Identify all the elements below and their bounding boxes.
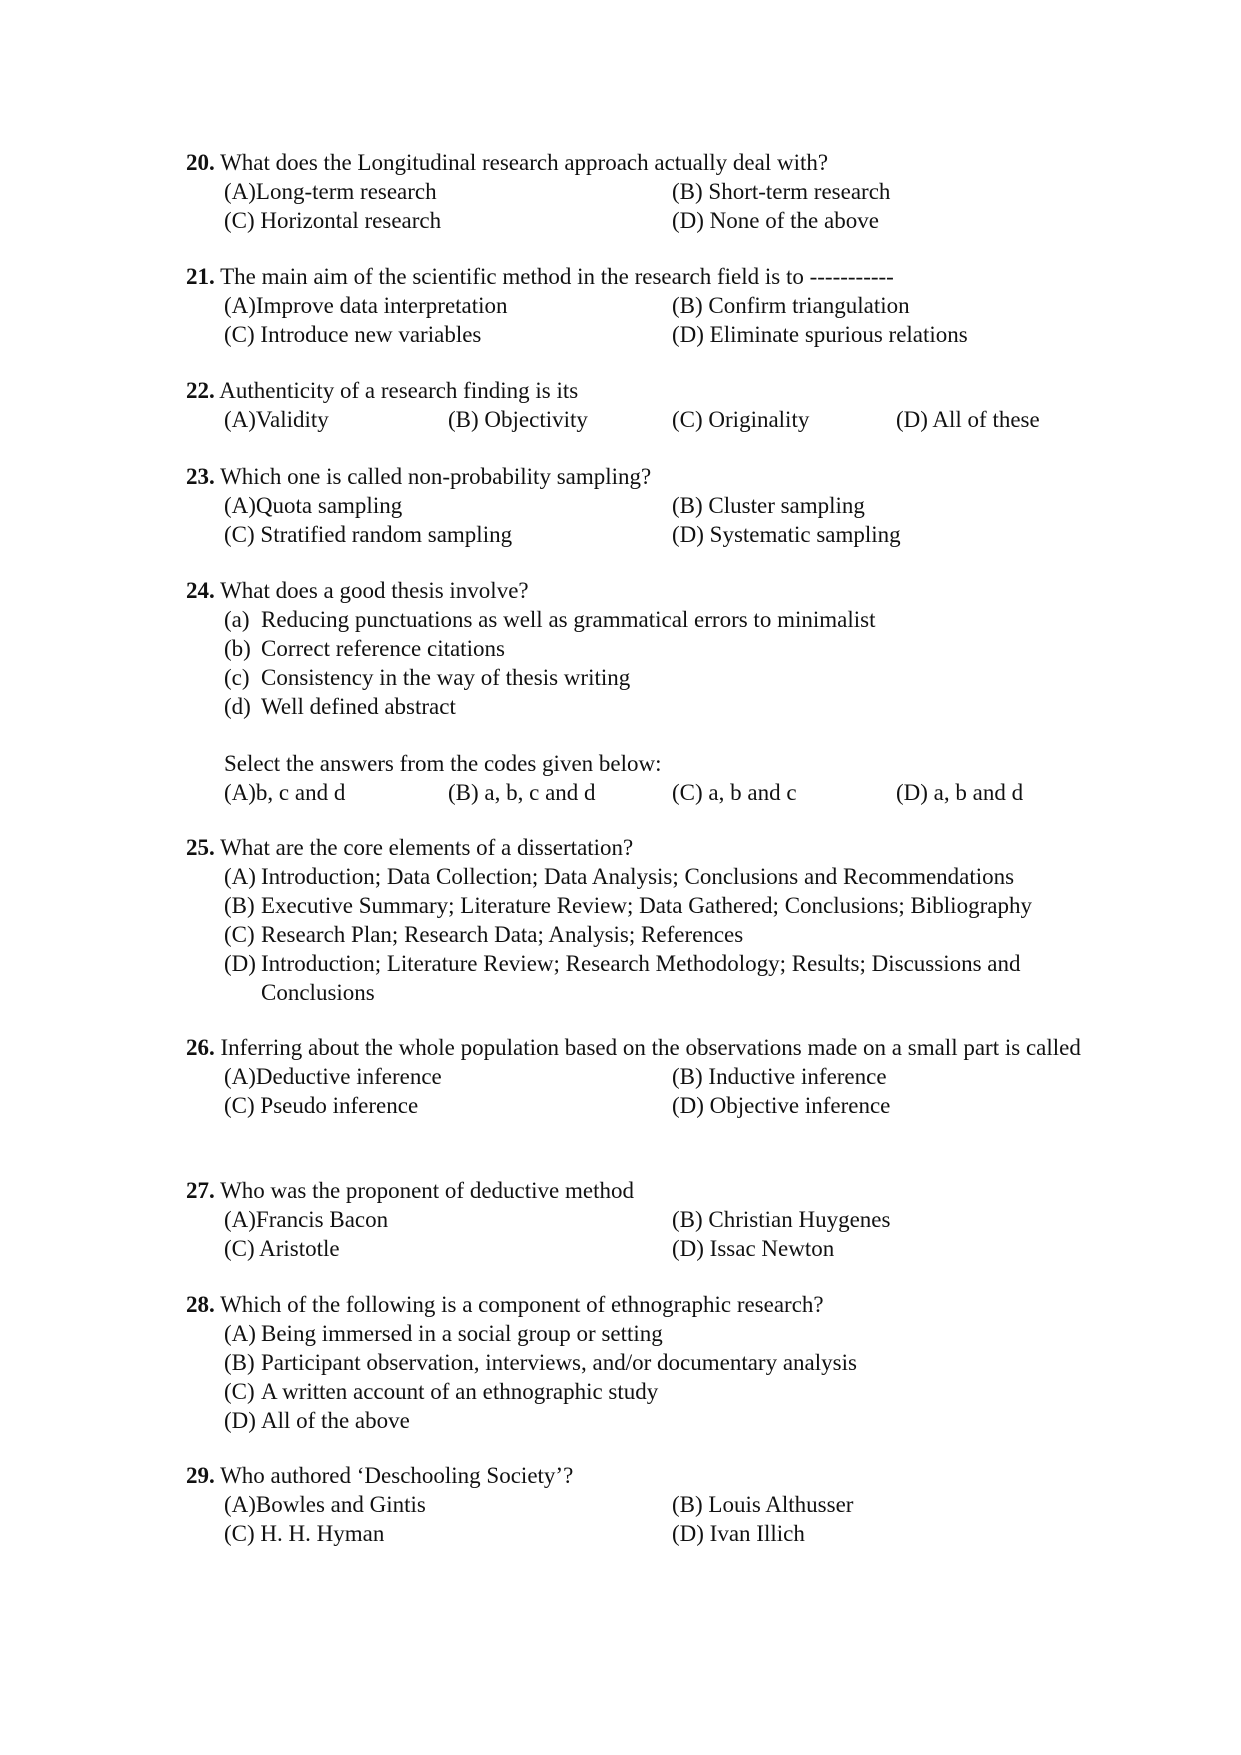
question-number: 22. bbox=[186, 378, 215, 403]
statement-label: (c) bbox=[224, 665, 250, 690]
options-row bbox=[224, 491, 1086, 520]
option-c: (C) H. H. Hyman bbox=[224, 1521, 385, 1546]
question-20 bbox=[186, 148, 1086, 235]
option-text: Introduction; Literature Review; Research Methodology; Results; Discussions and Conclusions bbox=[261, 951, 1021, 1005]
option-b: (B) a, b, c and d bbox=[448, 780, 596, 805]
options-row bbox=[224, 1091, 1086, 1120]
option-b: (B) Louis Althusser bbox=[672, 1492, 854, 1517]
statement-item bbox=[224, 692, 1086, 721]
option-b: (B) Inductive inference bbox=[672, 1064, 887, 1089]
question-number: 21. bbox=[186, 264, 215, 289]
option-b: (B) Christian Huygenes bbox=[672, 1207, 891, 1232]
question-text: Which of the following is a component of ethnographic research? bbox=[220, 1292, 824, 1317]
option-c: (C) Originality bbox=[672, 407, 810, 432]
statement-label: (b) bbox=[224, 636, 251, 661]
option-a: (A)Deductive inference bbox=[224, 1064, 442, 1089]
statement-item bbox=[224, 634, 1086, 663]
option-b: (B) Confirm triangulation bbox=[672, 293, 910, 318]
option-b: (B) Short-term research bbox=[672, 179, 891, 204]
option-label: (A) bbox=[224, 1321, 256, 1346]
option-c: (C) Horizontal research bbox=[224, 208, 442, 233]
statement-label: (a) bbox=[224, 607, 250, 632]
question-number: 25. bbox=[186, 835, 215, 860]
option-text: All of the above bbox=[261, 1408, 410, 1433]
question-text: The main aim of the scientific method in the research field is to ----------- bbox=[220, 264, 894, 289]
question-text: What are the core elements of a dissertation? bbox=[220, 835, 634, 860]
option-label: (D) bbox=[224, 951, 256, 976]
option-a: (A)Long-term research bbox=[224, 179, 437, 204]
instruction-text: Select the answers from the codes given below: bbox=[224, 751, 662, 776]
option-label: (B) bbox=[224, 893, 255, 918]
question-number: 24. bbox=[186, 578, 215, 603]
statement-item bbox=[224, 663, 1086, 692]
option-a: (A)Validity bbox=[224, 407, 329, 432]
option-d bbox=[224, 1406, 1086, 1435]
question-stem bbox=[186, 1033, 1086, 1062]
option-d: (D) Objective inference bbox=[672, 1093, 891, 1118]
question-text: Who authored ‘Deschooling Society’? bbox=[220, 1463, 574, 1488]
option-a bbox=[224, 862, 1086, 891]
option-c bbox=[224, 920, 1086, 949]
question-25 bbox=[186, 833, 1086, 1007]
question-stem bbox=[186, 148, 1086, 177]
statement-list bbox=[224, 605, 1086, 721]
question-23 bbox=[186, 462, 1086, 549]
question-stem bbox=[186, 262, 1086, 291]
question-text: Who was the proponent of deductive method bbox=[220, 1178, 634, 1203]
options-row bbox=[224, 320, 1086, 349]
option-text: Introduction; Data Collection; Data Analysis; Conclusions and Recommendations bbox=[261, 864, 1015, 889]
question-27 bbox=[186, 1176, 1086, 1263]
options-row bbox=[224, 177, 1086, 206]
option-c: (C) Aristotle bbox=[224, 1236, 340, 1261]
option-text: Being immersed in a social group or setting bbox=[261, 1321, 663, 1346]
option-c bbox=[224, 1377, 1086, 1406]
question-number: 20. bbox=[186, 150, 215, 175]
option-d: (D) Systematic sampling bbox=[672, 522, 901, 547]
question-26 bbox=[186, 1033, 1086, 1120]
option-a: (A)Quota sampling bbox=[224, 493, 403, 518]
options-row bbox=[224, 778, 1086, 807]
option-a: (A)Improve data interpretation bbox=[224, 293, 508, 318]
option-b: (B) Cluster sampling bbox=[672, 493, 865, 518]
question-number: 27. bbox=[186, 1178, 215, 1203]
option-a: (A)Bowles and Gintis bbox=[224, 1492, 426, 1517]
option-label: (C) bbox=[224, 922, 255, 947]
question-stem bbox=[186, 376, 1086, 405]
option-list bbox=[224, 1319, 1086, 1435]
question-text: What does the Longitudinal research approach actually deal with? bbox=[220, 150, 829, 175]
question-text: Authenticity of a research finding is its bbox=[219, 378, 579, 403]
question-stem bbox=[186, 576, 1086, 605]
option-label: (C) bbox=[224, 1379, 255, 1404]
options-row bbox=[224, 1519, 1086, 1548]
option-a: (A)Francis Bacon bbox=[224, 1207, 389, 1232]
options-row bbox=[224, 1490, 1086, 1519]
question-number: 23. bbox=[186, 464, 215, 489]
options-row bbox=[224, 1205, 1086, 1234]
question-stem bbox=[186, 833, 1086, 862]
options-row bbox=[224, 1234, 1086, 1263]
option-c: (C) a, b and c bbox=[672, 780, 797, 805]
options-row bbox=[224, 1062, 1086, 1091]
option-a: (A)b, c and d bbox=[224, 780, 346, 805]
spacer bbox=[186, 721, 1086, 749]
option-d: (D) All of these bbox=[896, 407, 1040, 432]
instruction bbox=[224, 749, 1086, 778]
options-row bbox=[224, 405, 1086, 434]
question-28 bbox=[186, 1290, 1086, 1435]
question-number: 29. bbox=[186, 1463, 215, 1488]
option-label: (B) bbox=[224, 1350, 255, 1375]
option-d: (D) Issac Newton bbox=[672, 1236, 835, 1261]
options-row bbox=[224, 291, 1086, 320]
statement-text: Correct reference citations bbox=[261, 636, 505, 661]
question-text: Inferring about the whole population based on the observations made on a small part is called bbox=[220, 1035, 1081, 1060]
question-text: What does a good thesis involve? bbox=[220, 578, 529, 603]
statement-text: Consistency in the way of thesis writing bbox=[261, 665, 631, 690]
option-c: (C) Stratified random sampling bbox=[224, 522, 513, 547]
question-22 bbox=[186, 376, 1086, 434]
options-row bbox=[224, 520, 1086, 549]
option-d: (D) Eliminate spurious relations bbox=[672, 322, 968, 347]
option-a bbox=[224, 1319, 1086, 1348]
question-21 bbox=[186, 262, 1086, 349]
question-number: 28. bbox=[186, 1292, 215, 1317]
option-d: (D) Ivan Illich bbox=[672, 1521, 805, 1546]
option-b bbox=[224, 1348, 1086, 1377]
question-stem bbox=[186, 1461, 1086, 1490]
question-24 bbox=[186, 576, 1086, 807]
statement-text: Well defined abstract bbox=[261, 694, 456, 719]
option-d: (D) a, b and d bbox=[896, 780, 1024, 805]
option-text: A written account of an ethnographic study bbox=[261, 1379, 659, 1404]
option-list bbox=[224, 862, 1086, 1007]
question-29 bbox=[186, 1461, 1086, 1548]
option-b: (B) Objectivity bbox=[448, 407, 588, 432]
question-stem bbox=[186, 1176, 1086, 1205]
question-stem bbox=[186, 1290, 1086, 1319]
option-d bbox=[224, 949, 1086, 1007]
option-b bbox=[224, 891, 1086, 920]
option-text: Participant observation, interviews, and/or documentary analysis bbox=[261, 1350, 857, 1375]
option-label: (D) bbox=[224, 1408, 256, 1433]
question-text: Which one is called non-probability sampling? bbox=[220, 464, 652, 489]
option-c: (C) Pseudo inference bbox=[224, 1093, 419, 1118]
option-d: (D) None of the above bbox=[672, 208, 879, 233]
options-row bbox=[224, 206, 1086, 235]
question-stem bbox=[186, 462, 1086, 491]
statement-text: Reducing punctuations as well as grammatical errors to minimalist bbox=[261, 607, 876, 632]
statement-item bbox=[224, 605, 1086, 634]
option-text: Executive Summary; Literature Review; Data Gathered; Conclusions; Bibliography bbox=[261, 893, 1032, 918]
question-number: 26. bbox=[186, 1035, 215, 1060]
statement-label: (d) bbox=[224, 694, 251, 719]
option-text: Research Plan; Research Data; Analysis; References bbox=[261, 922, 744, 947]
option-label: (A) bbox=[224, 864, 256, 889]
option-c: (C) Introduce new variables bbox=[224, 322, 482, 347]
